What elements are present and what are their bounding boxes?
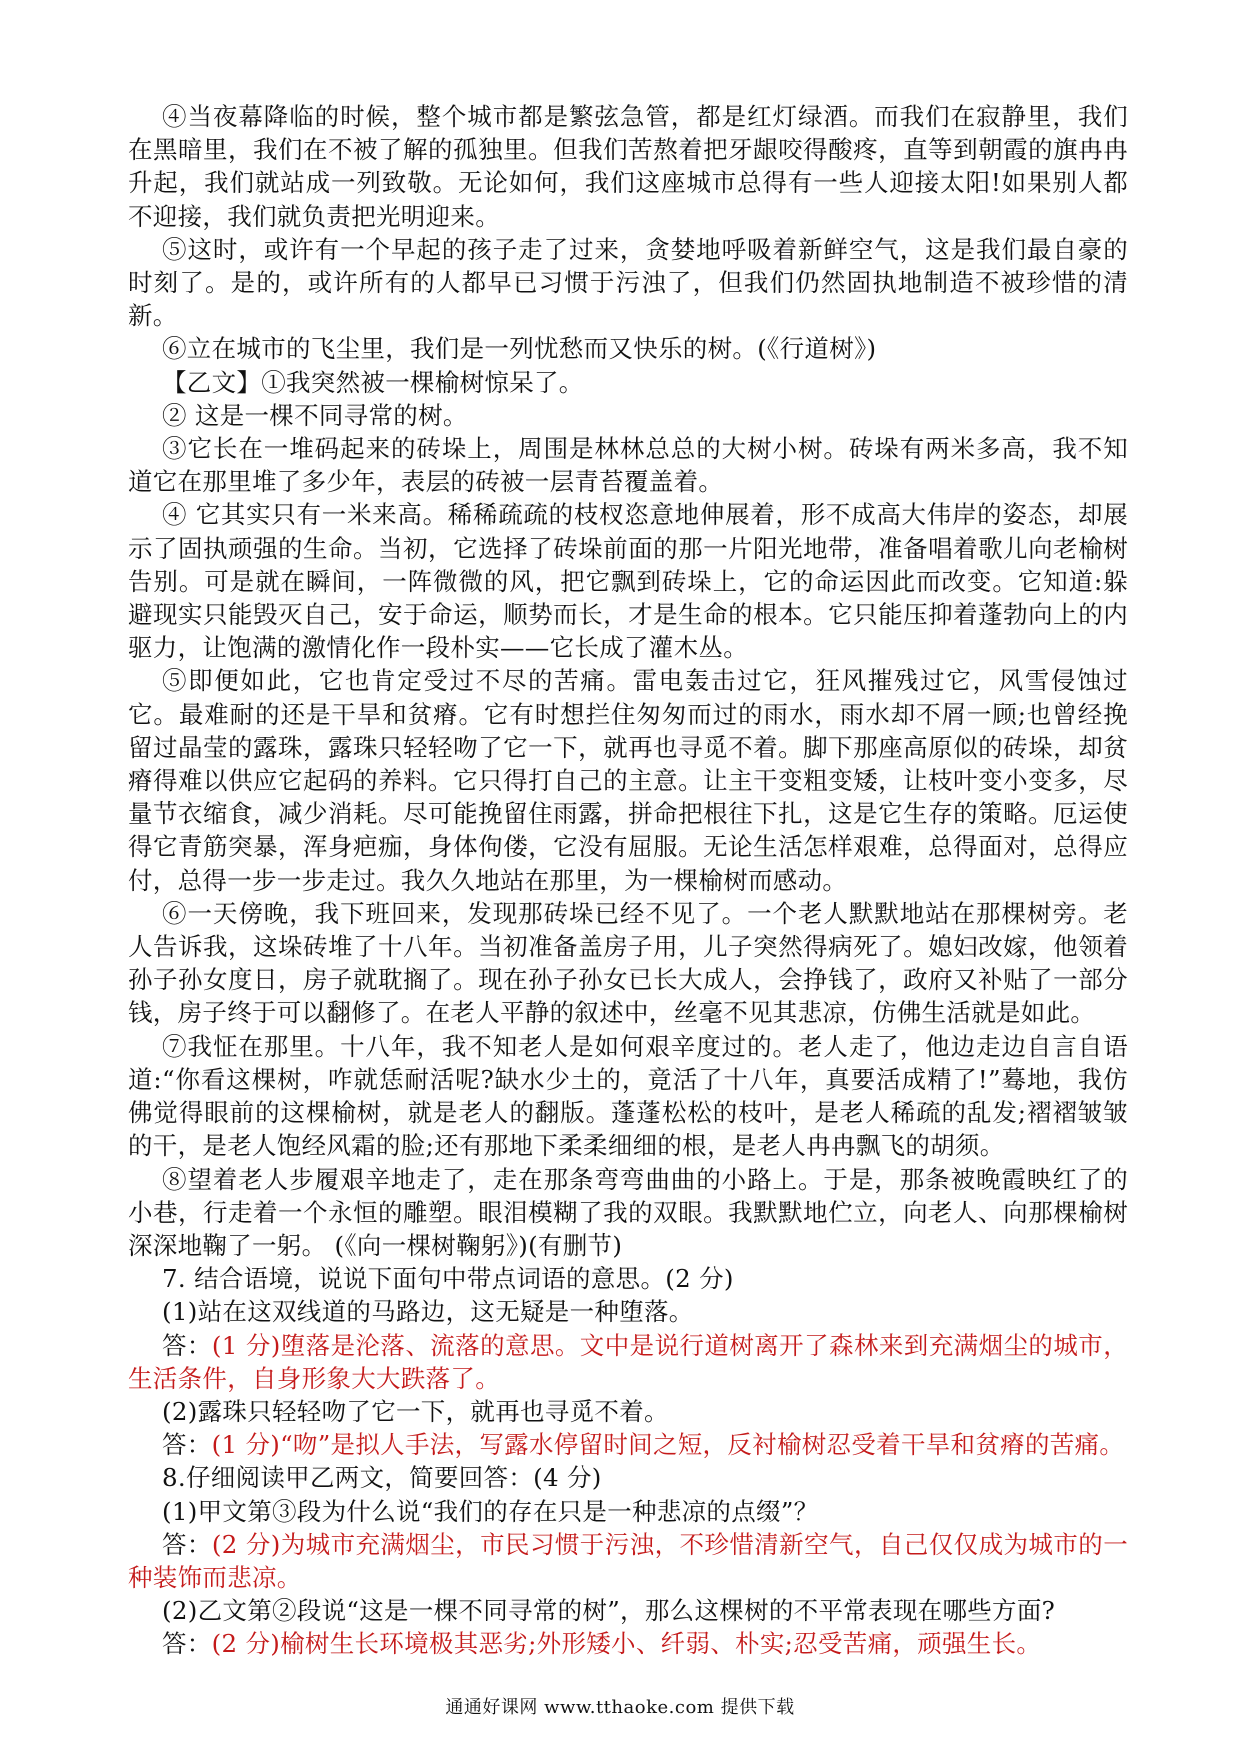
page-footer: 通通好课网 www.tthaoke.com 提供下载 — [445, 1697, 795, 1718]
question-7-sub-2: (2)露珠只轻轻吻了它一下，就再也寻觅不着。 — [162, 1396, 669, 1426]
question-8-sub-1: (1)甲文第③段为什么说“我们的存在只是一种悲凉的点缀”？ — [162, 1496, 819, 1526]
answer-8-1 — [128, 1528, 1128, 1594]
answer-label: 答： — [162, 1330, 212, 1360]
question-7: 7. 结合语境，说说下面句中带点词语的意思。(2 分) — [162, 1264, 734, 1294]
yi-paragraph-3: ③它长在一堆码起来的砖垛上，周围是林林总总的大树小树。砖垛有两米多高，我不知道它在那里堆了多少年，表层的砖被一层青苔覆盖着。 — [128, 434, 1128, 497]
answer-label: 答： — [162, 1529, 212, 1559]
answer-8-1-text: (2 分)为城市充满烟尘，市民习惯于污浊，不珍惜清新空气，自己仅仅成为城市的一种装饰而悲凉。 — [128, 1529, 1128, 1592]
question-8: 8.仔细阅读甲乙两文，简要回答：(4 分) — [162, 1463, 602, 1493]
yi-paragraph-8: ⑧望着老人步履艰辛地走了，走在那条弯弯曲曲的小路上。于是，那条被晚霞映红了的小巷，行走着一个永恒的雕塑。眼泪模糊了我的双眼。我默默地伫立，向老人、向那棵榆树深深地鞠了一躬。 (《向一棵树鞠躬》)(有删节) — [128, 1164, 1128, 1260]
jia-paragraph-5: ⑤这时，或许有一个早起的孩子走了过来，贪婪地呼吸着新鲜空气，这是我们最自豪的时刻了。是的，或许所有的人都早已习惯于污浊了，但我们仍然固执地制造不被珍惜的清新。 — [128, 234, 1128, 331]
yi-paragraph-4: ④ 它其实只有一米来高。稀稀疏疏的枝杈恣意地伸展着，形不成高大伟岸的姿态，却展示了固执顽强的生命。当初，它选择了砖垛前面的那一片阳光地带，准备唱着歌儿向老榆树告别。可是就在瞬间，一阵微微的风，把它飘到砖垛上，它的命运因此而改变。它知道:躲避现实只能毁灭自己，安于命运，顺势而长，才是生命的根本。它只能压抑着蓬勃向上的内驱力，让饱满的激情化作一段朴实——它长成了灌木丛。 — [128, 500, 1128, 663]
jia-paragraph-6: ⑥立在城市的飞尘里，我们是一列忧愁而又快乐的树。(《行道树》) — [162, 334, 877, 364]
question-8-sub-2: (2)乙文第②段说“这是一棵不同寻常的树”，那么这棵树的不平常表现在哪些方面? — [162, 1596, 1056, 1626]
yi-paragraph-7: ⑦我怔在那里。十八年，我不知老人是如何艰辛度过的。老人走了，他边走边自言自语道:“你看这棵树，咋就恁耐活呢?缺水少土的，竟活了十八年，真要活成精了!”蓦地，我仿佛觉得眼前的这棵榆树，就是老人的翻版。蓬蓬松松的枝叶，是老人稀疏的乱发;褶褶皱皱的干，是老人饱经风霜的脸;还有那地下柔柔细细的根，是老人冉冉飘飞的胡须。 — [128, 1031, 1128, 1161]
answer-7-1 — [128, 1329, 1128, 1395]
yi-paragraph-1: 【乙文】①我突然被一棵榆树惊呆了。 — [162, 367, 584, 397]
answer-7-2-text: (1 分)“吻”是拟人手法，写露水停留时间之短，反衬榆树忍受着干旱和贫瘠的苦痛。 — [211, 1430, 1125, 1460]
question-7-sub-1: (1)站在这双线道的马路边，这无疑是一种堕落。 — [162, 1297, 694, 1327]
answer-8-2 — [128, 1627, 1128, 1660]
answer-label: 答： — [162, 1629, 212, 1659]
yi-paragraph-6: ⑥一天傍晚，我下班回来，发现那砖垛已经不见了。一个老人默默地站在那棵树旁。老人告诉我，这垛砖堆了十八年。当初准备盖房子用，儿子突然得病死了。媳妇改嫁，他领着孙子孙女度日，房子就耽搁了。现在孙子孙女已长大成人，会挣钱了，政府又补贴了一部分钱，房子终于可以翻修了。在老人平静的叙述中，丝毫不见其悲凉，仿佛生活就是如此。 — [128, 898, 1128, 1028]
answer-8-2-text: (2 分)榆树生长环境极其恶劣;外形矮小、纤弱、朴实;忍受苦痛，顽强生长。 — [211, 1629, 1042, 1659]
answer-label: 答： — [162, 1430, 212, 1460]
yi-paragraph-2: ② 这是一棵不同寻常的树。 — [162, 400, 468, 430]
document-body — [128, 100, 1128, 1661]
answer-7-1-text: (1 分)堕落是沦落、流落的意思。文中是说行道树离开了森林来到充满烟尘的城市，生活条件，自身形象大大跌落了。 — [128, 1330, 1128, 1393]
jia-paragraph-4: ④当夜幕降临的时候，整个城市都是繁弦急管，都是红灯绿酒。而我们在寂静里，我们在黑暗里，我们在不被了解的孤独里。但我们苦熬着把牙龈咬得酸疼，直等到朝霞的旗冉冉升起，我们就站成一列致敬。无论如何，我们这座城市总得有一些人迎接太阳!如果别人都不迎接，我们就负责把光明迎来。 — [128, 102, 1128, 231]
yi-paragraph-5: ⑤即便如此，它也肯定受过不尽的苦痛。雷电轰击过它，狂风摧残过它，风雪侵蚀过它。最难耐的还是干旱和贫瘠。它有时想拦住匆匆而过的雨水，雨水却不屑一顾;也曾经挽留过晶莹的露珠，露珠只轻轻吻了它一下，就再也寻觅不着。脚下那座高原似的砖垛，却贫瘠得难以供应它起码的养料。它只得打自己的主意。让主干变粗变矮，让枝叶变小变多，尽量节衣缩食，减少消耗。尽可能挽留住雨露，拼命把根往下扎，这是它生存的策略。厄运使得它青筋突暴，浑身疤痂，身体佝偻，它没有屈服。无论生活怎样艰难，总得面对，总得应付，总得一步一步走过。我久久地站在那里，为一棵榆树而感动。 — [128, 666, 1128, 895]
answer-7-2 — [128, 1428, 1128, 1461]
